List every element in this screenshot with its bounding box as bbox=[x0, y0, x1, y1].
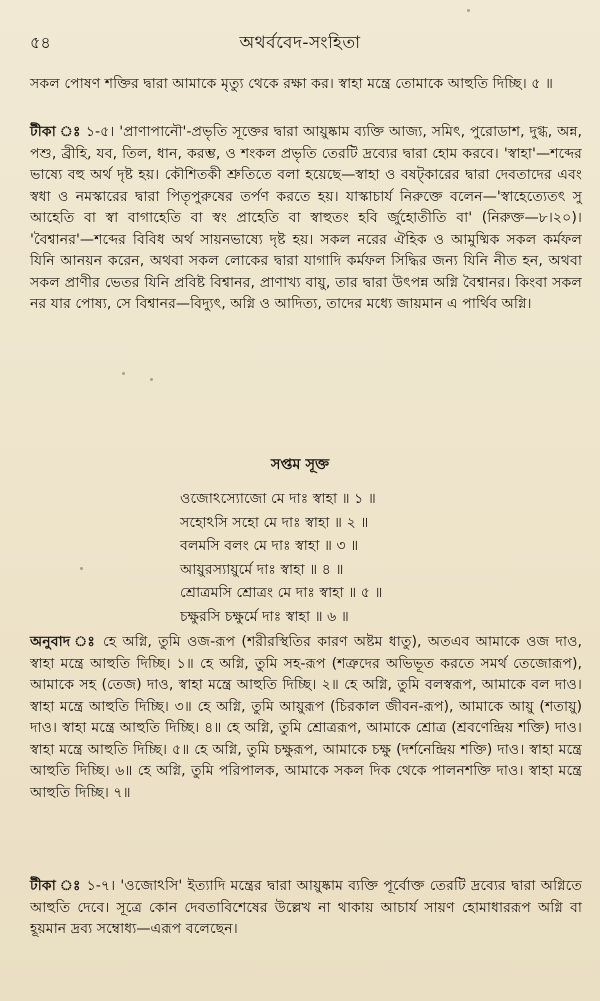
print-speck bbox=[150, 378, 153, 381]
print-speck bbox=[467, 9, 470, 12]
verse-line: ওজোঽস্যোজো মে দাঃ স্বাহা ॥ ১ ॥ bbox=[180, 491, 376, 507]
closing-commentary-label: টীকা ঃ bbox=[30, 878, 82, 894]
commentary-paragraph bbox=[30, 122, 582, 316]
page-header bbox=[30, 30, 570, 54]
print-speck bbox=[80, 567, 83, 570]
page-number: ৫৪ bbox=[30, 33, 51, 52]
verse-line: বলমসি বলং মে দাঃ স্বাহা ॥ ৩ ॥ bbox=[180, 538, 359, 554]
closing-commentary-paragraph bbox=[30, 876, 582, 941]
running-head: অথর্ববেদ-সংহিতা bbox=[239, 33, 361, 53]
verse-block bbox=[180, 488, 383, 629]
verse-line: শ্রোত্রমসি শ্রোত্রং মে দাঃ স্বাহা ॥ ৫ ॥ bbox=[180, 585, 383, 601]
verse-line: সহোঽসি সহো মে দাঃ স্বাহা ॥ ২ ॥ bbox=[180, 514, 369, 531]
section-title: সপ্তম সূক্ত bbox=[270, 457, 330, 473]
translation-text: হে অগ্নি, তুমি ওজ-রূপ (শরীরস্থিতির কারণ অষ্টম ধাতু), অতএব আমাকে ওজ দাও, স্বাহা মন্ত্রে আহুতি দিচ্ছি। ১॥ হে অগ্নি, তুমি সহ-রূপ (শত্রুদের অভিভূত করতে সমর্থ তেজোরূপ), আমাকে সহ (তেজ) দাও, স্বাহা মন্ত্রে আহুতি দিচ্ছি। ২॥ হে অগ্নি, তুমি বলস্বরূপ, আমাকে বল দাও। স্বাহা মন্ত্রে আহুতি দিচ্ছি। ৩॥ হে অগ্নি, তুমি আয়ুরূপ (চিরকাল জীবন-রূপ), আমাকে আয়ু (শতায়ু) দাও। স্বাহা মন্ত্রে আহুতি দিচ্ছি। ৪॥ হে অগ্নি, তুমি শ্রোত্ররূপ, আমাকে শ্রোত্র (শ্রবণেন্দ্রিয় শক্তি) দাও। স্বাহা মন্ত্রে আহুতি দিচ্ছি। ৫॥ হে অগ্নি, তুমি চক্ষুরূপ, আমাকে চক্ষু (দর্শনেন্দ্রিয় শক্তি) দাও। স্বাহা মন্ত্রে আহুতি দিচ্ছি। ৬॥ হে অগ্নি, তুমি পরিপালক, আমাকে সকল দিক থেকে পালনশক্তি দাও। স্বাহা মন্ত্রে আহুতি দিচ্ছি। ৭॥ bbox=[30, 634, 583, 801]
print-speck bbox=[122, 372, 125, 375]
commentary-text: ১-৫। 'প্রাণাপানৌ'-প্রভৃতি সূক্তের দ্বারা আয়ুষ্কাম ব্যক্তি আজ্য, সমিৎ, পুরোডাশ, দুগ্ধ, অন্ন, পশু, ব্রীহি, যব, তিল, ধান, করম্ভ, ও শংকল প্রভৃতি তেরটি দ্রব্যের দ্বারা হোম করবে। 'স্বাহা'—শব্দের ভাষ্যে বহু অর্থ দৃষ্ট হয়। কৌশিতকী শ্রুতিতে বলা হয়েছে—স্বাহা ও বষট্‌কারের দ্বারা দেবতাদের এবং স্বধা ও নমস্কারের দ্বারা পিতৃপুরুষের তর্পণ করতে হয়। যাস্কাচার্য নিরুক্তে বলেন—'স্বাহেত্যেতৎ সু আহেতি বা স্বা বাগাহেতি বা স্বং প্রাহেতি বা স্বাহুতং হবি র্জুহোতীতি বা' (নিরুক্ত—৮।২০)। 'বৈশ্বানর'—শব্দের বিবিধ অর্থ সায়নভাষ্যে দৃষ্ট হয়। সকল নরের ঐহিক ও আমুষ্মিক সকল কর্মফল যিনি আনয়ন করেন, অথবা সকল লোকের দ্বারা যাগাদি কর্মফল সিদ্ধির জন্য যিনি নীত হন, অথবা সকল প্রাণীর ভেতর যিনি প্রবিষ্ট বিশ্বানর, প্রাণাখ্য বায়ু, তার দ্বারা উৎপন্ন অগ্নি বৈশ্বানর। কিংবা সকল নর যার পোষ্য, সে বিশ্বানর—বিদ্যুৎ, অগ্নি ও আদিত্য, তাদের মধ্যে জায়মান এ পার্থিব অগ্নি। bbox=[30, 124, 583, 312]
translation-paragraph bbox=[30, 632, 582, 804]
opening-paragraph: সকল পোষণ শক্তির দ্বারা আমাকে মৃত্যু থেকে রক্ষা কর। স্বাহা মন্ত্রে তোমাকে আহুতি দিচ্ছি। ৫ ॥ bbox=[30, 76, 554, 92]
commentary-label: টীকা ঃ bbox=[30, 124, 81, 140]
verse-line: চক্ষুরসি চক্ষুর্মে দাঃ স্বাহা ॥ ৬ ॥ bbox=[180, 608, 349, 625]
verse-line: আয়ুরস্যায়ুর্মে দাঃ স্বাহা ॥ ৪ ॥ bbox=[180, 561, 344, 578]
translation-label: অনুবাদ ঃ bbox=[30, 634, 97, 650]
closing-commentary-text: ১-৭। 'ওজোঽসি' ইত্যাদি মন্ত্রের দ্বারা আয়ুষ্কাম ব্যক্তি পূর্বোক্ত তেরটি দ্রব্যের দ্বারা অগ্নিতে আহুতি দেবে। সূত্রে কোন দেবতাবিশেষের উল্লেখ না থাকায় আচার্য সায়ণ হোমাধাররূপ অগ্নি বা হূয়মান দ্রব্য সম্বোধ্য—এরূপ বলেছেন। bbox=[30, 878, 582, 937]
